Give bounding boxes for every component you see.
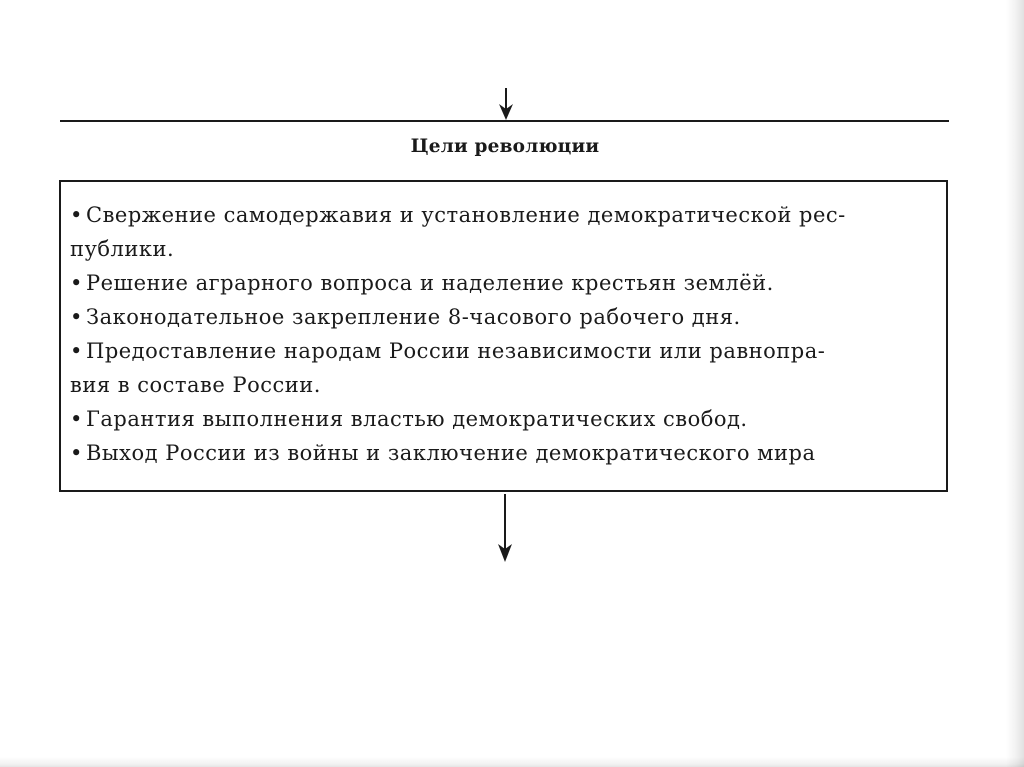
connector-line — [60, 120, 949, 122]
goal-text: Свержение самодержавия и установление демократической рес- — [86, 203, 846, 227]
goal-text: Решение аграрного вопроса и наделение крестьян землёй. — [86, 271, 774, 295]
slide-shadow-bottom — [0, 757, 1024, 767]
goal-text: Законодательное закрепление 8-часового рабочего дня. — [86, 305, 741, 329]
arrow-down-icon — [496, 494, 514, 564]
goal-item-continuation — [70, 368, 938, 402]
goal-text: Выход России из войны и заключение демократического мира — [86, 441, 816, 465]
goal-text: Гарантия выполнения властью демократических свобод. — [86, 407, 748, 431]
goals-box — [59, 180, 948, 492]
bullet-icon: • — [70, 305, 83, 329]
goal-item — [70, 300, 938, 334]
bullet-icon: • — [70, 441, 83, 465]
goal-item — [70, 402, 938, 436]
goal-text: публики. — [70, 237, 175, 261]
goal-item — [70, 436, 938, 470]
goal-item-continuation — [70, 232, 938, 266]
bullet-icon: • — [70, 271, 83, 295]
goal-item — [70, 198, 938, 232]
box-title: Цели революции — [410, 136, 600, 157]
goal-text: вия в составе России. — [70, 373, 321, 397]
bullet-icon: • — [70, 339, 83, 363]
slide-shadow-right — [1006, 0, 1024, 767]
bullet-icon: • — [70, 203, 83, 227]
goal-item — [70, 334, 938, 368]
bullet-icon: • — [70, 407, 83, 431]
goal-text: Предоставление народам России независимости или равнопра- — [86, 339, 826, 363]
goal-item — [70, 266, 938, 300]
arrow-down-icon — [497, 88, 515, 124]
